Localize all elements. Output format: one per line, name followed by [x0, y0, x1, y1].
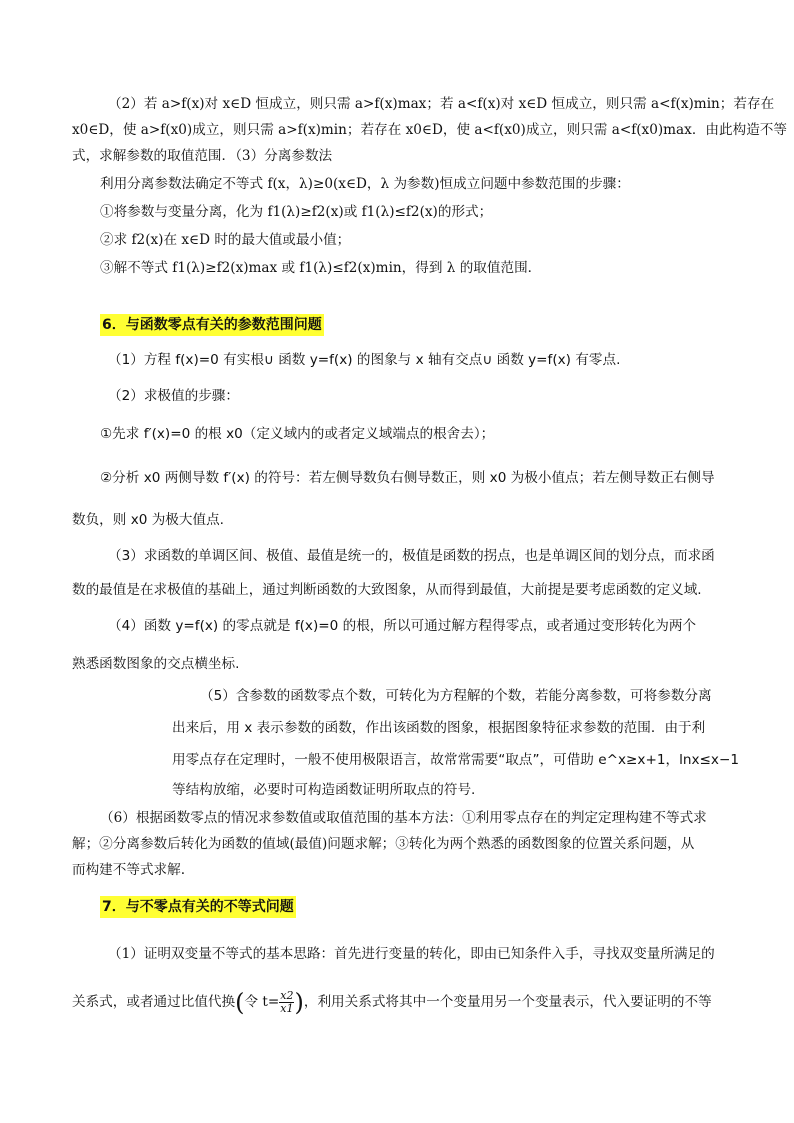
text-line: 熟悉函数图象的交点横坐标.: [72, 656, 240, 672]
text-line: 数负，则 x0 为极大值点.: [72, 512, 224, 528]
text-line: 解；②分离参数后转化为函数的值域(最值)问题求解；③转化为两个熟悉的函数图象的位置关系问题，从: [72, 836, 695, 852]
paren-close: ): [294, 988, 304, 1017]
section-heading-6: 6．与函数零点有关的参数范围问题: [100, 314, 324, 336]
text-line: ②分析 x0 两侧导数 f′(x) 的符号：若左侧导数负右侧导数正，则 x0 为极小值点；若左侧导数正右侧导: [100, 470, 715, 486]
text-line: 用零点存在定理时，一般不使用极限语言，故常常需要“取点”，可借助 e^x≥x+1，lnx≤x−1: [172, 752, 739, 768]
text-line: 等结构放缩，必要时可构造函数证明所取点的符号.: [172, 782, 476, 798]
text-line-with-fraction: [72, 990, 712, 1015]
text-line: 式，求解参数的取值范围．（3）分离参数法: [72, 148, 333, 164]
text-line: （1）方程 f(x)=0 有实根∪ 函数 y=f(x) 的图象与 x 轴有交点∪ 函数 y=f(x) 有零点.: [108, 352, 621, 368]
text-line: （5）含参数的函数零点个数，可转化为方程解的个数，若能分离参数，可将参数分离: [200, 688, 712, 704]
paren-open: (: [235, 988, 245, 1017]
text-line: x0∈D，使 a>f(x0)成立，则只需 a>f(x)min；若存在 x0∈D，使 a<f(x0)成立，则只需 a<f(x0)max．由此构造不等: [72, 122, 787, 138]
text-fragment: ，利用关系式将其中一个变量用另一个变量表示，代入要证明的不等: [303, 994, 712, 1010]
text-line: （6）根据函数零点的情况求参数值或取值范围的基本方法：①利用零点存在的判定定理构建不等式求: [100, 810, 707, 826]
fraction: [279, 990, 294, 1015]
fraction-denominator: x1: [280, 1002, 294, 1015]
text-line: ③解不等式 f1(λ)≥f2(x)max 或 f1(λ)≤f2(x)min，得到 λ 的取值范围．: [100, 260, 542, 276]
text-fragment: 关系式，或者通过比值代换: [72, 994, 236, 1010]
text-line: （1）证明双变量不等式的基本思路：首先进行变量的转化，即由已知条件入手，寻找双变量所满足的: [108, 946, 715, 962]
text-line: （3）求函数的单调区间、极值、最值是统一的，极值是函数的拐点，也是单调区间的划分点，而求函: [108, 548, 715, 564]
section-heading-7: 7．与不零点有关的不等式问题: [100, 896, 296, 918]
text-line: （2）求极值的步骤：: [108, 388, 239, 404]
text-line: ①将参数与变量分离，化为 f1(λ)≥f2(x)或 f1(λ)≤f2(x)的形式；: [100, 204, 493, 220]
text-line: 利用分离参数法确定不等式 f(x，λ)≥0(x∈D，λ 为参数)恒成立问题中参数范围的步骤：: [100, 176, 630, 192]
let-text: 令 t=: [244, 994, 280, 1010]
text-line: （4）函数 y=f(x) 的零点就是 f(x)=0 的根，所以可通过解方程得零点，或者通过变形转化为两个: [108, 618, 697, 634]
text-line: 出来后，用 x 表示参数的函数，作出该函数的图象，根据图象特征求参数的范围．由于利: [172, 720, 706, 736]
text-line: ①先求 f′(x)=0 的根 x0（定义域内的或者定义域端点的根舍去）；: [100, 426, 495, 442]
text-line: ②求 f2(x)在 x∈D 时的最大值或最小值；: [100, 232, 351, 248]
fraction-numerator: x2: [280, 989, 294, 1002]
text-line: 而构建不等式求解.: [72, 862, 186, 878]
text-line: 数的最值是在求极值的基础上，通过判断函数的大致图象，从而得到最值，大前提是要考虑函数的定义域.: [72, 582, 702, 598]
text-line: （2）若 a>f(x)对 x∈D 恒成立，则只需 a>f(x)max；若 a<f(x)对 x∈D 恒成立，则只需 a<f(x)min；若存在: [108, 96, 775, 112]
